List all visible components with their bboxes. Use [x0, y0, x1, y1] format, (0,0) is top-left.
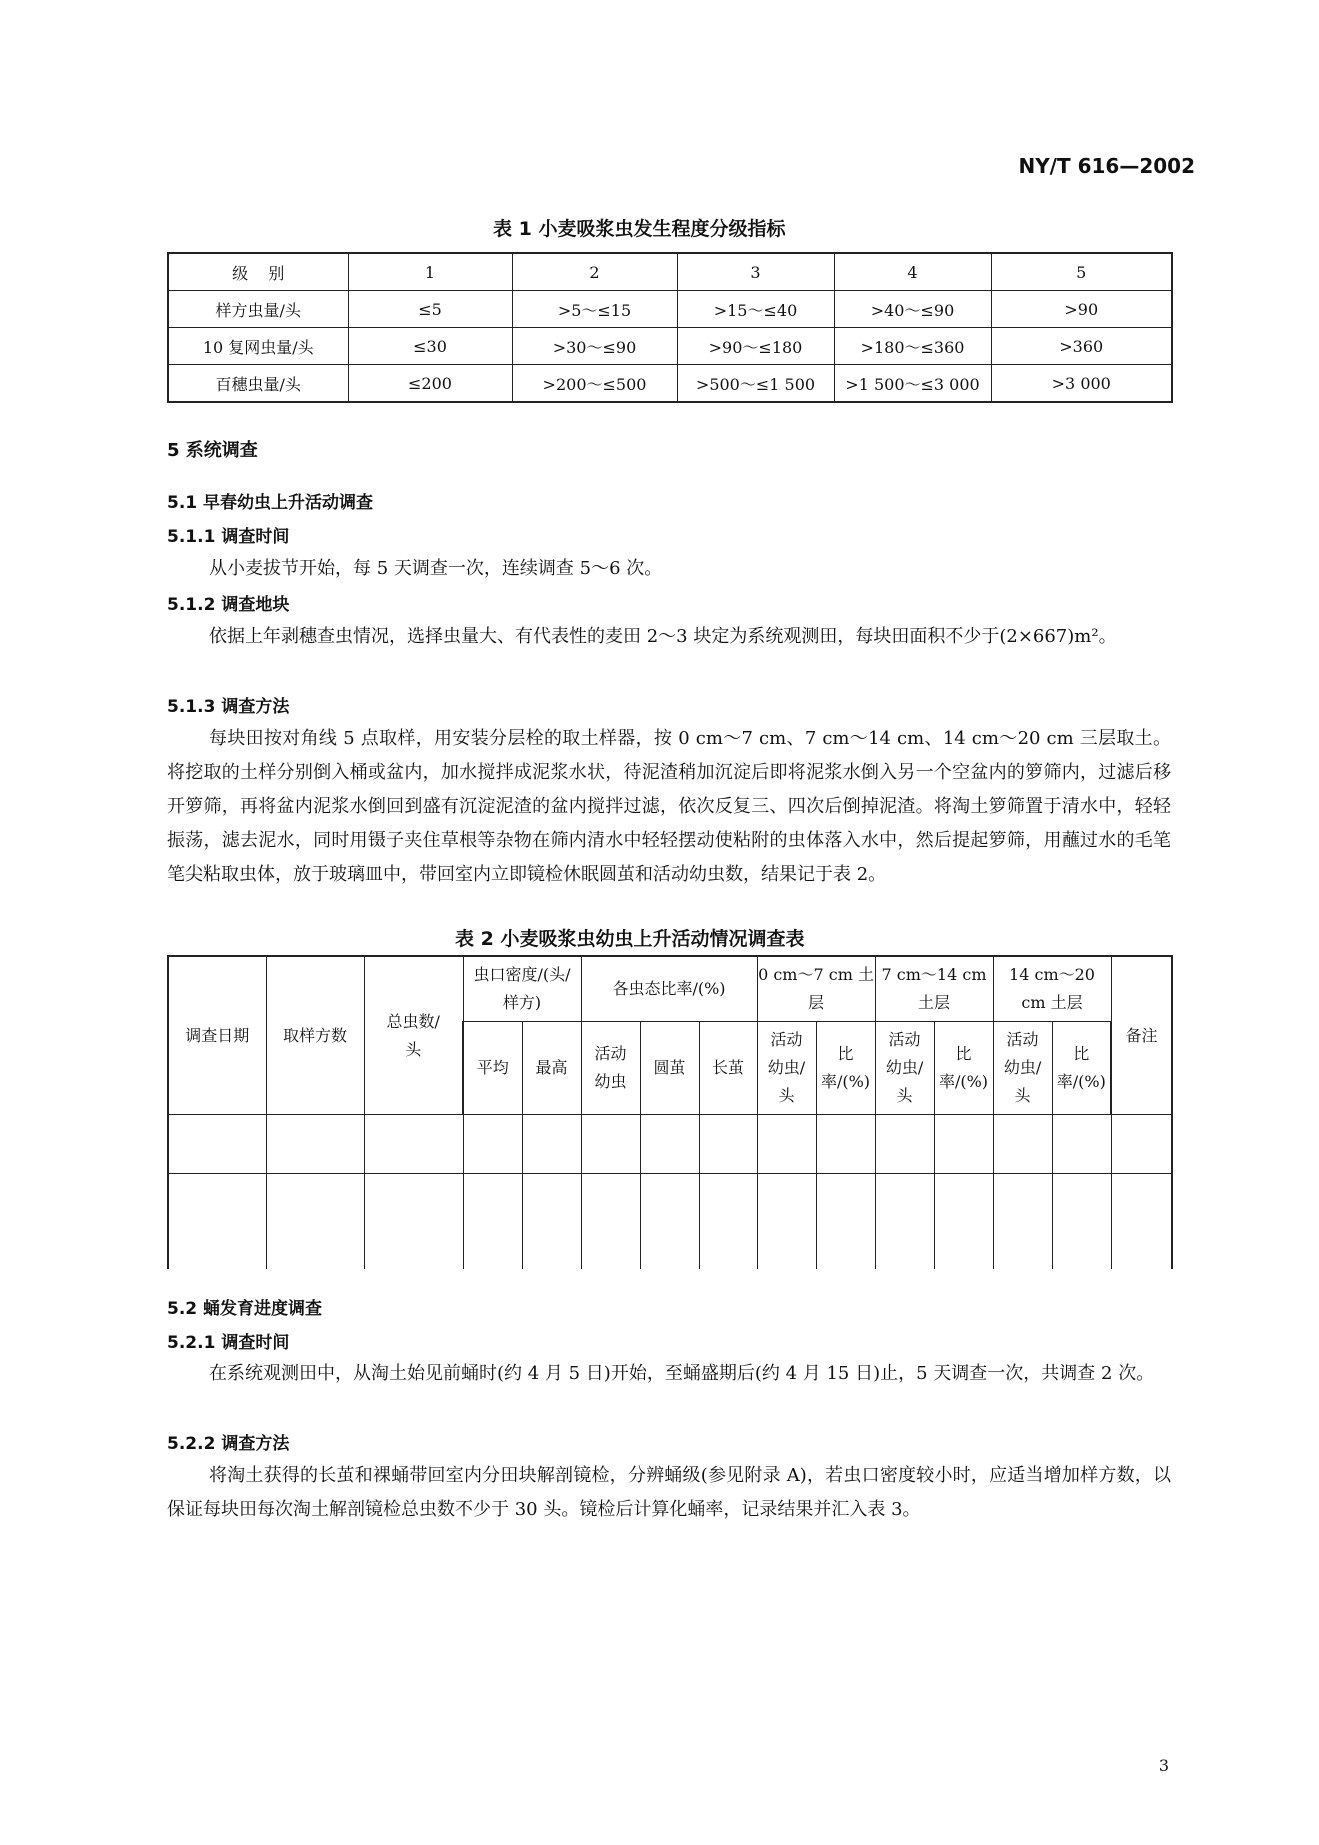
table-cell	[993, 1174, 1052, 1270]
table-cell	[640, 1115, 699, 1174]
subheader-active-count-l3: 活动幼虫/头	[993, 1022, 1052, 1115]
column-header-ratio: 各虫态比率/(%)	[581, 956, 757, 1022]
table1-header-cell: 级 别	[168, 253, 348, 291]
table2-header-row-1	[168, 956, 1172, 1022]
table-cell: >30～≤90	[512, 328, 677, 365]
table-cell	[581, 1174, 640, 1270]
subheader-ratio-l2: 比率/(%)	[934, 1022, 993, 1115]
subheader-max: 最高	[522, 1022, 581, 1115]
subheader-average: 平均	[463, 1022, 522, 1115]
table1-header-cell: 1	[348, 253, 512, 291]
table-cell	[1111, 1174, 1172, 1270]
table1-header-cell: 2	[512, 253, 677, 291]
table2-title: 表 2 小麦吸浆虫幼虫上升活动情况调查表	[455, 928, 805, 950]
table-cell	[168, 1174, 266, 1270]
column-header-density: 虫口密度/(头/样方)	[463, 956, 581, 1022]
table-cell	[463, 1115, 522, 1174]
table-row	[168, 1174, 1172, 1270]
table-cell	[699, 1174, 757, 1270]
table-cell: >90～≤180	[677, 328, 834, 365]
table-cell	[581, 1115, 640, 1174]
row-label: 10 复网虫量/头	[168, 328, 348, 365]
table2-survey	[167, 955, 1173, 1269]
table-cell	[875, 1115, 934, 1174]
table1-header-cell: 4	[834, 253, 991, 291]
table-cell	[522, 1115, 581, 1174]
column-header-layer2: 7 cm～14 cm 土层	[875, 956, 993, 1022]
section-5-2-2-text: 将淘土获得的长茧和裸蛹带回室内分田块解剖镜检，分辨蛹级(参见附录 A)，若虫口密度较小时，应适当增加样方数，以保证每块田每次淘土解剖镜检总虫数不少于 30 头。镜检后计算化蛹率，记录结果并汇入表 3。	[167, 1465, 1171, 1520]
subheader-ratio-l3: 比率/(%)	[1052, 1022, 1111, 1115]
column-header-remark: 备注	[1111, 956, 1172, 1115]
table-cell: >3 000	[991, 365, 1172, 403]
section-5-1-3-text: 每块田按对角线 5 点取样，用安装分层栓的取土样器，按 0 cm～7 cm、7 cm～14 cm、14 cm～20 cm 三层取土。将挖取的土样分别倒入桶或盆内，加水搅拌成泥浆水状，待泥渣稍加沉淀后即将泥浆水倒入另一个空盆内的箩筛内，过滤后移开箩筛，再将盆内泥浆水倒回到盛有沉淀泥渣的盆内搅拌过滤，依次反复三、四次后倒掉泥渣。将淘土箩筛置于清水中，轻轻振荡，滤去泥水，同时用镊子夹住草根等杂物在筛内清水中轻轻摆动使粘附的虫体落入水中，然后提起箩筛，用蘸过水的毛笔笔尖粘取虫体，放于玻璃皿中，带回室内立即镜检休眠圆茧和活动幼虫数，结果记于表 2。	[167, 728, 1171, 885]
section-5-2-1-text: 在系统观测田中，从淘土始见前蛹时(约 4 月 5 日)开始，至蛹盛期后(约 4 月 15 日)止，5 天调查一次，共调查 2 次。	[209, 1363, 1155, 1384]
column-header-samples: 取样方数	[266, 956, 364, 1115]
table-cell	[934, 1115, 993, 1174]
table-cell	[875, 1174, 934, 1270]
table-row	[168, 365, 1172, 403]
table-cell	[522, 1174, 581, 1270]
column-header-layer1: 0 cm～7 cm 土层	[757, 956, 875, 1022]
table-cell	[640, 1174, 699, 1270]
table-row	[168, 291, 1172, 328]
table-cell	[364, 1174, 463, 1270]
table-cell: >40～≤90	[834, 291, 991, 328]
table-cell	[168, 1115, 266, 1174]
section-5-1-title: 5.1 早春幼虫上升活动调查	[167, 493, 374, 513]
subheader-active-larvae: 活动幼虫	[581, 1022, 640, 1115]
table-cell: >1 500～≤3 000	[834, 365, 991, 403]
standard-number: NY/T 616—2002	[1018, 154, 1195, 178]
table-cell: >15～≤40	[677, 291, 834, 328]
section-5-1-1-title: 5.1.1 调查时间	[167, 527, 290, 547]
table-cell	[757, 1115, 816, 1174]
table1-header-cell: 5	[991, 253, 1172, 291]
table1-header-cell: 3	[677, 253, 834, 291]
page-number: 3	[1158, 1756, 1169, 1775]
section-5-title: 5 系统调查	[167, 440, 258, 461]
section-5-1-3-title: 5.1.3 调查方法	[167, 697, 290, 717]
table-cell	[816, 1174, 875, 1270]
table-row	[168, 328, 1172, 365]
subheader-ratio-l1: 比率/(%)	[816, 1022, 875, 1115]
row-label: 百穗虫量/头	[168, 365, 348, 403]
subheader-active-count-l1: 活动幼虫/头	[757, 1022, 816, 1115]
table-cell: ≤5	[348, 291, 512, 328]
table-cell	[266, 1174, 364, 1270]
table-cell	[1052, 1174, 1111, 1270]
table-cell	[1111, 1115, 1172, 1174]
table-cell	[1052, 1115, 1111, 1174]
table-cell: >200～≤500	[512, 365, 677, 403]
table-cell: >360	[991, 328, 1172, 365]
subheader-round-cocoon: 圆茧	[640, 1022, 699, 1115]
table-cell: >180～≤360	[834, 328, 991, 365]
table-cell	[757, 1174, 816, 1270]
table-cell	[463, 1174, 522, 1270]
section-5-2-1-title: 5.2.1 调查时间	[167, 1333, 290, 1353]
table1-title: 表 1 小麦吸浆虫发生程度分级指标	[493, 218, 786, 240]
table1-header-row	[168, 253, 1172, 291]
subheader-long-cocoon: 长茧	[699, 1022, 757, 1115]
table-cell: ≤200	[348, 365, 512, 403]
section-5-2-title: 5.2 蛹发育进度调查	[167, 1299, 323, 1319]
table-cell	[699, 1115, 757, 1174]
table-cell: >5～≤15	[512, 291, 677, 328]
section-5-1-2-text: 依据上年剥穗查虫情况，选择虫量大、有代表性的麦田 2～3 块定为系统观测田，每块田面积不少于(2×667)m²。	[209, 626, 1117, 647]
column-header-total: 总虫数/头	[364, 956, 463, 1115]
subheader-active-count-l2: 活动幼虫/头	[875, 1022, 934, 1115]
section-5-2-2-title: 5.2.2 调查方法	[167, 1434, 290, 1454]
table-cell	[266, 1115, 364, 1174]
table-cell: ≤30	[348, 328, 512, 365]
column-header-date: 调查日期	[168, 956, 266, 1115]
table-cell	[364, 1115, 463, 1174]
section-5-1-1-text: 从小麦拔节开始，每 5 天调查一次，连续调查 5～6 次。	[209, 558, 663, 579]
table-cell	[934, 1174, 993, 1270]
table1-grade-index	[167, 252, 1173, 403]
section-5-1-2-title: 5.1.2 调查地块	[167, 595, 290, 615]
table-cell	[816, 1115, 875, 1174]
table-row	[168, 1115, 1172, 1174]
table-cell: >90	[991, 291, 1172, 328]
table-cell	[993, 1115, 1052, 1174]
column-header-layer3: 14 cm～20 cm 土层	[993, 956, 1111, 1022]
row-label: 样方虫量/头	[168, 291, 348, 328]
table-cell: >500～≤1 500	[677, 365, 834, 403]
